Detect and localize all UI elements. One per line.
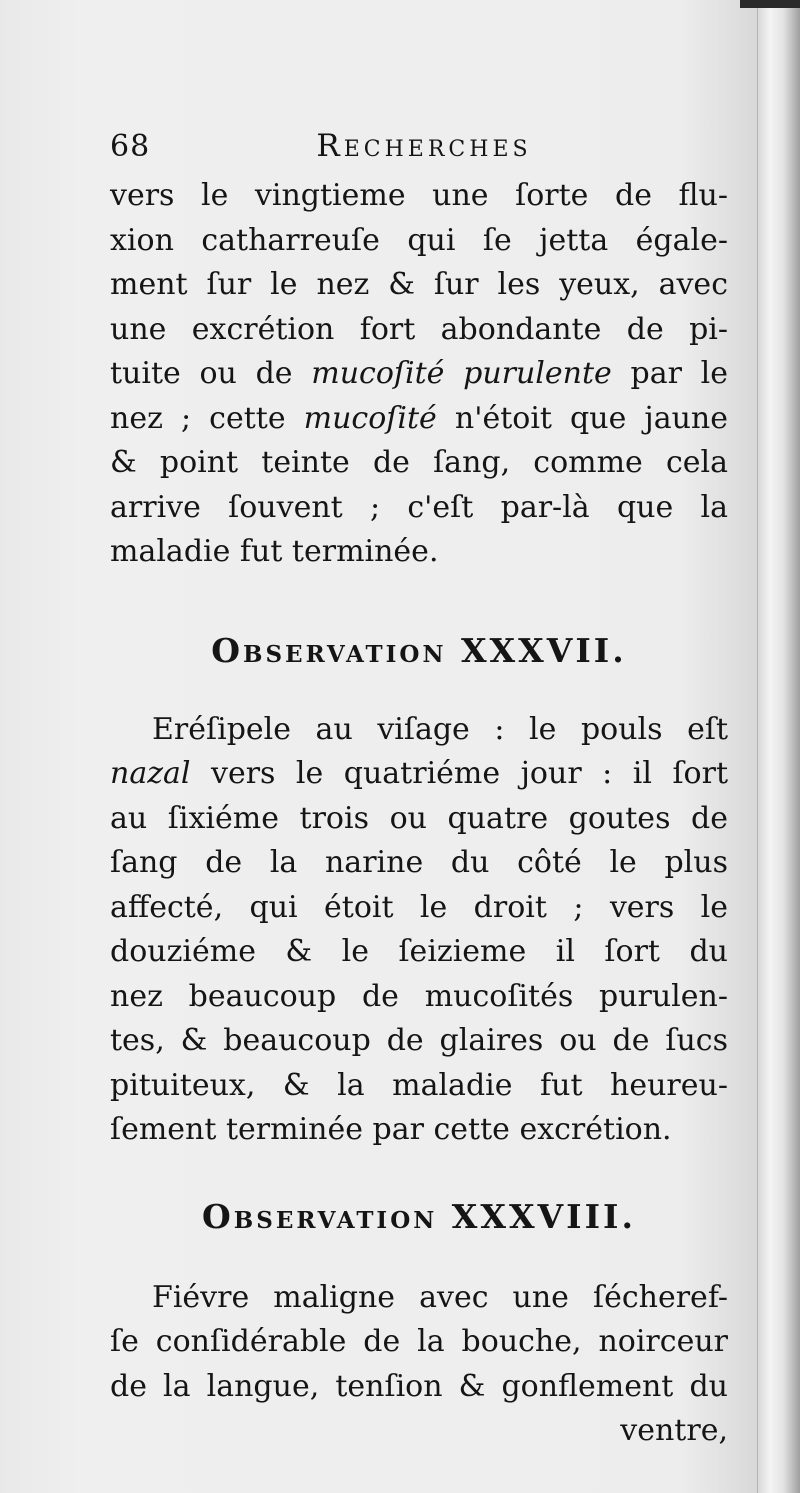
page-edge [757, 0, 800, 1493]
text-line: arrive ſouvent ; c'eſt par-là que la [110, 489, 728, 525]
page-text [110, 128, 728, 1454]
text-line: Eréſipele au viſage : le pouls eſt [152, 711, 728, 747]
page-number: 68 [110, 129, 151, 164]
italic-term: nazal [110, 756, 191, 791]
italic-term: mucoſité [303, 400, 437, 436]
text-line: tes, & beaucoup de glaires ou de ſucs [110, 1023, 728, 1058]
text-line: Fiévre maligne avec une ſécheref- [152, 1279, 728, 1315]
text-line: ſang de la narine du côté le plus [110, 845, 728, 880]
text-line: de la langue, tenſion & gonflement du [110, 1368, 728, 1404]
running-head: Recherches [316, 128, 532, 164]
text-run: par le [611, 356, 729, 391]
text-run: n'étoit que jaune [436, 400, 728, 436]
text-line: ment ſur le nez & ſur les yeux, avec [110, 267, 728, 302]
text-line: affecté, qui étoit le droit ; vers le [110, 889, 728, 925]
italic-term: mucoſité purulente [311, 356, 612, 391]
text-line: & point teinte de ſang, comme cela [110, 445, 728, 480]
text-run: vers le quatriéme jour : il ſort [190, 756, 728, 791]
text-line: maladie fut terminée. [110, 534, 439, 569]
text-line: pituiteux, & la maladie fut heureu- [110, 1067, 728, 1103]
text-run: tuite ou de [110, 356, 312, 391]
text-run: nez ; cette [110, 400, 304, 436]
text-line: xion catharreuſe qui ſe jetta égale- [110, 222, 728, 258]
text-line [110, 397, 728, 442]
catchword: ventre, [620, 1413, 728, 1448]
text-line: vers le vingtieme une ſorte de flu- [110, 178, 728, 213]
text-line: ſe conſidérable de la bouche, noirceur [110, 1324, 728, 1359]
binding-shadow [740, 0, 800, 8]
observation-paragraph [110, 708, 728, 1153]
text-line: au ſixiéme trois ou quatre goutes de [110, 800, 728, 836]
paragraph-continuation [110, 174, 728, 575]
observation-heading: Observation XXXVIII. [202, 1196, 636, 1236]
page-header [110, 128, 728, 174]
observation-heading: Observation XXXVII. [211, 630, 627, 670]
text-line: une excrétion fort abondante de pi- [110, 311, 728, 347]
observation-paragraph [110, 1276, 728, 1454]
text-line [110, 752, 728, 797]
text-line: ſement terminée par cette excrétion. [110, 1112, 672, 1147]
text-line [110, 352, 728, 397]
text-line: nez beaucoup de mucoſités purulen- [110, 978, 728, 1014]
text-line: douziéme & le ſeizieme il ſort du [110, 934, 728, 969]
